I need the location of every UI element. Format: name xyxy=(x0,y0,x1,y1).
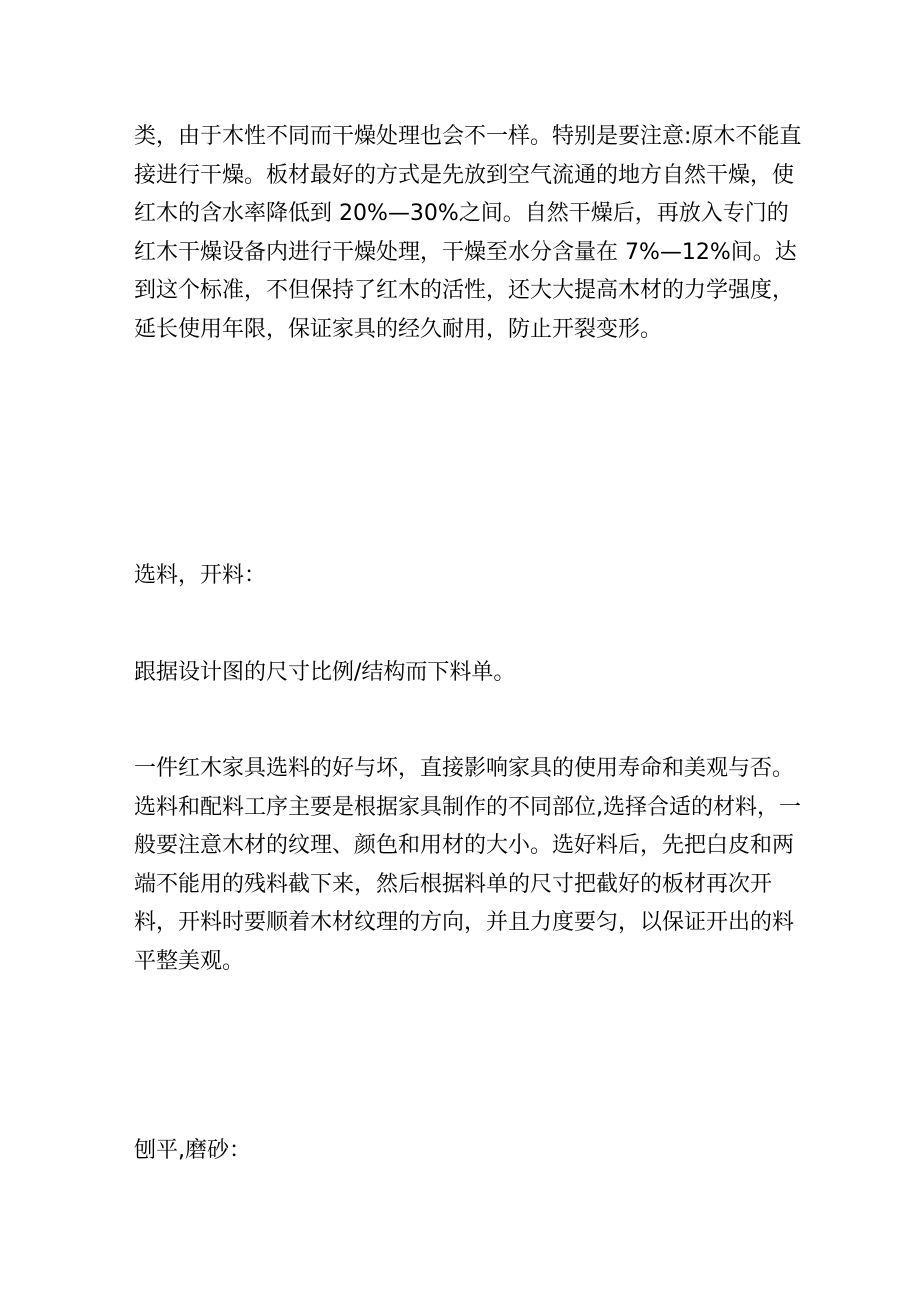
section-heading-material-selection: 选料，开料： xyxy=(134,563,267,588)
section-heading-planing-sanding: 刨平,磨砂： xyxy=(134,1138,251,1163)
body-paragraph-cutting-list: 跟据设计图的尺寸比例/结构而下料单。 xyxy=(134,660,516,685)
body-paragraph-material-selection: 一件红木家具选料的好与坏，直接影响家具的使用寿命和美观与否。选料和配料工序主要是根据家具制作的不同部位,选择合适的材料，一般要注意木材的纹理、颜色和用材的大小。选好料后，先把白皮和两端不能用的残料截下来，然后根据料单的尺寸把截好的板材再次开料，开料时要顺着木材纹理的方向，并且力度要匀，以保证开出的料平整美观。 xyxy=(134,756,801,974)
body-paragraph-drying: 类，由于木性不同而干燥处理也会不一样。特别是要注意:原木不能直接进行干燥。板材最好的方式是先放到空气流通的地方自然干燥，使红木的含水率降低到 20%—30%之间。自然干燥后，再放入专门的红木干燥设备内进行干燥处理，干燥至水分含量在 7%—12%间。达到这个标准，不但保持了红木的活性，还大大提高木材的力学强度，延长使用年限，保证家具的经久耐用，防止开裂变形。 xyxy=(134,124,802,342)
